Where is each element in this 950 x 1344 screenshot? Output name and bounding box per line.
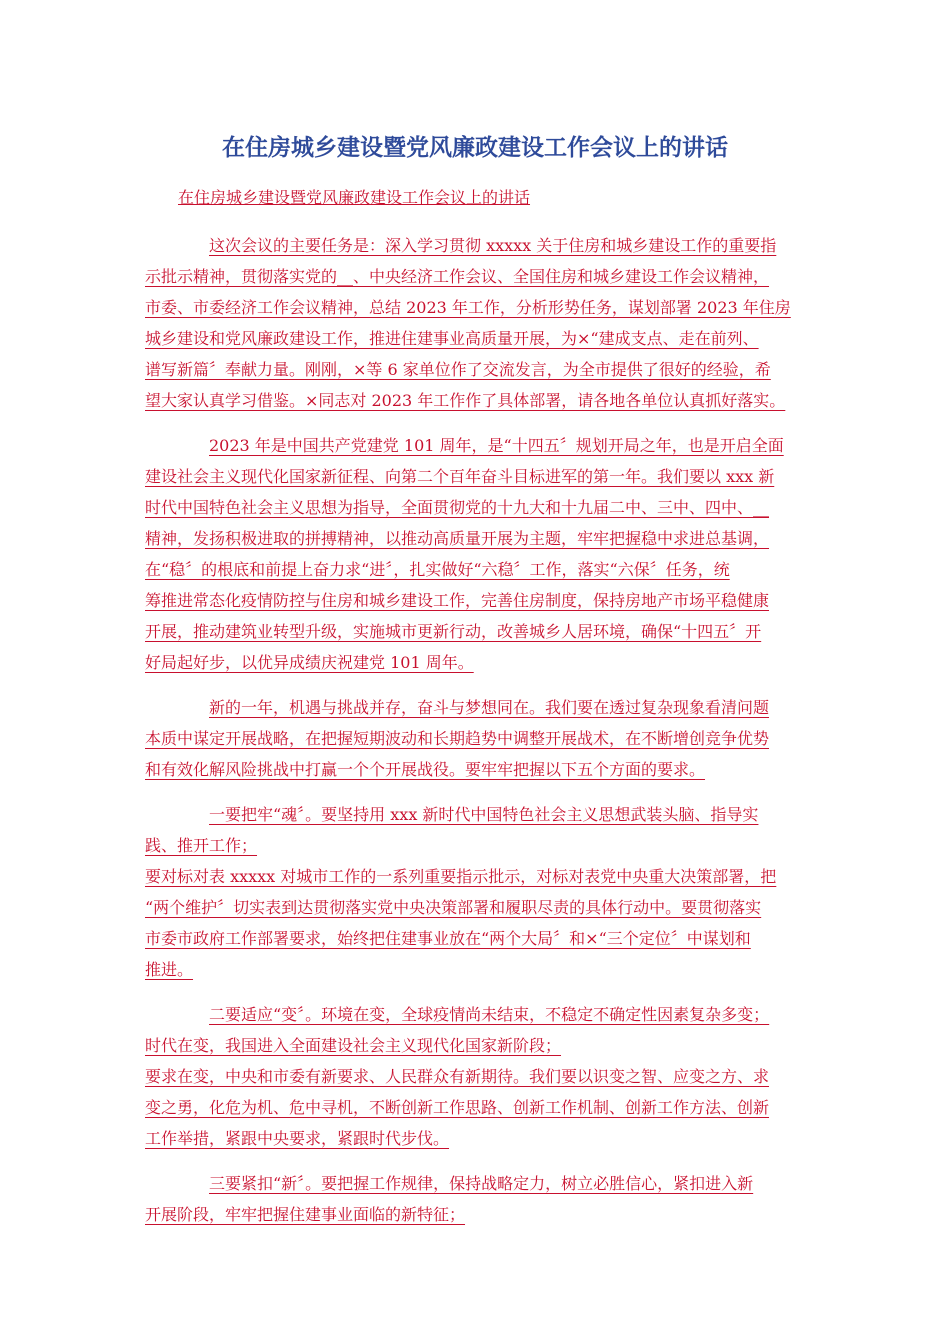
paragraph-line: 要对标对表 xxxxx 对城市工作的一系列重要指示批示，对标对表党中央重大决策部署，把 [145, 867, 777, 886]
paragraph-line: 工作举措，紧跟中央要求，紧跟时代步伐。 [145, 1129, 450, 1148]
paragraph-line: 推进。 [145, 960, 194, 979]
paragraph-line: 时代中国特色社会主义思想为指导，全面贯彻党的十九大和十九届二中、三中、四中、__ [145, 498, 770, 517]
paragraph-line: 2023 年是中国共产党建党 101 周年，是“十四五〞规划开局之年，也是开启全面 [209, 436, 784, 455]
paragraph-line: 一要把牢“魂〞。要坚持用 xxx 新时代中国特色社会主义思想武装头脑、指导实 [209, 805, 759, 824]
paragraph-line: 践、推开工作； [145, 836, 258, 855]
paragraph-line: 市委、市委经济工作会议精神，总结 2023 年工作，分析形势任务，谋划部署 2023 年住房 [145, 298, 791, 317]
paragraph-line: 时代在变，我国进入全面建设社会主义现代化国家新阶段； [145, 1036, 562, 1055]
document-body [145, 230, 805, 1244]
paragraph-line: 望大家认真学习借鉴。×同志对 2023 年工作作了具体部署，请各地各单位认真抓好落实。 [145, 391, 786, 410]
paragraph-line: 变之勇，化危为机、危中寻机，不断创新工作思路、创新工作机制、创新工作方法、创新 [145, 1098, 770, 1117]
paragraph-requirement-3 [145, 1168, 805, 1230]
paragraph-new-year [145, 692, 805, 785]
paragraph-line: 谱写新篇〞奉献力量。刚刚，×等 6 家单位作了交流发言，为全市提供了很好的经验，希 [145, 360, 771, 379]
paragraph-line: 三要紧扣“新〞。要把握工作规律，保持战略定力，树立必胜信心，紧扣进入新 [209, 1174, 754, 1193]
paragraph-line: 这次会议的主要任务是：深入学习贯彻 xxxxx 关于住房和城乡建设工作的重要指 [209, 236, 777, 255]
paragraph-requirement-1 [145, 799, 805, 985]
paragraph-line: 本质中谋定开展战略，在把握短期波动和长期趋势中调整开展战术，在不断增创竞争优势 [145, 729, 770, 748]
paragraph-line: 和有效化解风险挑战中打赢一个个开展战役。要牢牢把握以下五个方面的要求。 [145, 760, 706, 779]
paragraph-line: 要求在变，中央和市委有新要求、人民群众有新期待。我们要以识变之智、应变之方、求 [145, 1067, 770, 1086]
paragraph-line: 在“稳〞的根底和前提上奋力求“进〞，扎实做好“六稳〞工作，落实“六保〞任务，统 [145, 560, 730, 579]
paragraph-2023-overview [145, 430, 805, 678]
document-title: 在住房城乡建设暨党风廉政建设工作会议上的讲话 [222, 135, 728, 161]
paragraph-requirement-2 [145, 999, 805, 1154]
document-subtitle: 在住房城乡建设暨党风廉政建设工作会议上的讲话 [178, 188, 531, 207]
paragraph-meeting-tasks [145, 230, 805, 416]
paragraph-line: 开展，推动建筑业转型升级，实施城市更新行动，改善城乡人居环境，确保“十四五〞开 [145, 622, 762, 641]
paragraph-line: 开展阶段，牢牢把握住建事业面临的新特征； [145, 1205, 466, 1224]
paragraph-line: 筹推进常态化疫情防控与住房和城乡建设工作，完善住房制度，保持房地产市场平稳健康 [145, 591, 770, 610]
paragraph-line: 市委市政府工作部署要求，始终把住建事业放在“两个大局〞和×“三个定位〞中谋划和 [145, 929, 751, 948]
paragraph-line: 新的一年，机遇与挑战并存，奋斗与梦想同在。我们要在透过复杂现象看清问题 [209, 698, 770, 717]
paragraph-line: 好局起好步，以优异成绩庆祝建党 101 周年。 [145, 653, 474, 672]
paragraph-line: 示批示精神，贯彻落实党的__、中央经济工作会议、全国住房和城乡建设工作会议精神， [145, 267, 770, 286]
paragraph-line: 城乡建设和党风廉政建设工作，推进住建事业高质量开展，为×“建成支点、走在前列、 [145, 329, 759, 348]
paragraph-line: 二要适应“变〞。环境在变，全球疫情尚未结束，不稳定不确定性因素复杂多变； [209, 1005, 770, 1024]
paragraph-line: 建设社会主义现代化国家新征程、向第二个百年奋斗目标进军的第一年。我们要以 xxx 新 [145, 467, 775, 486]
paragraph-line: 精神，发扬积极进取的拼搏精神，以推动高质量开展为主题，牢牢把握稳中求进总基调， [145, 529, 770, 548]
paragraph-line: “两个维护〞切实表到达贯彻落实党中央决策部署和履职尽责的具体行动中。要贯彻落实 [145, 898, 762, 917]
